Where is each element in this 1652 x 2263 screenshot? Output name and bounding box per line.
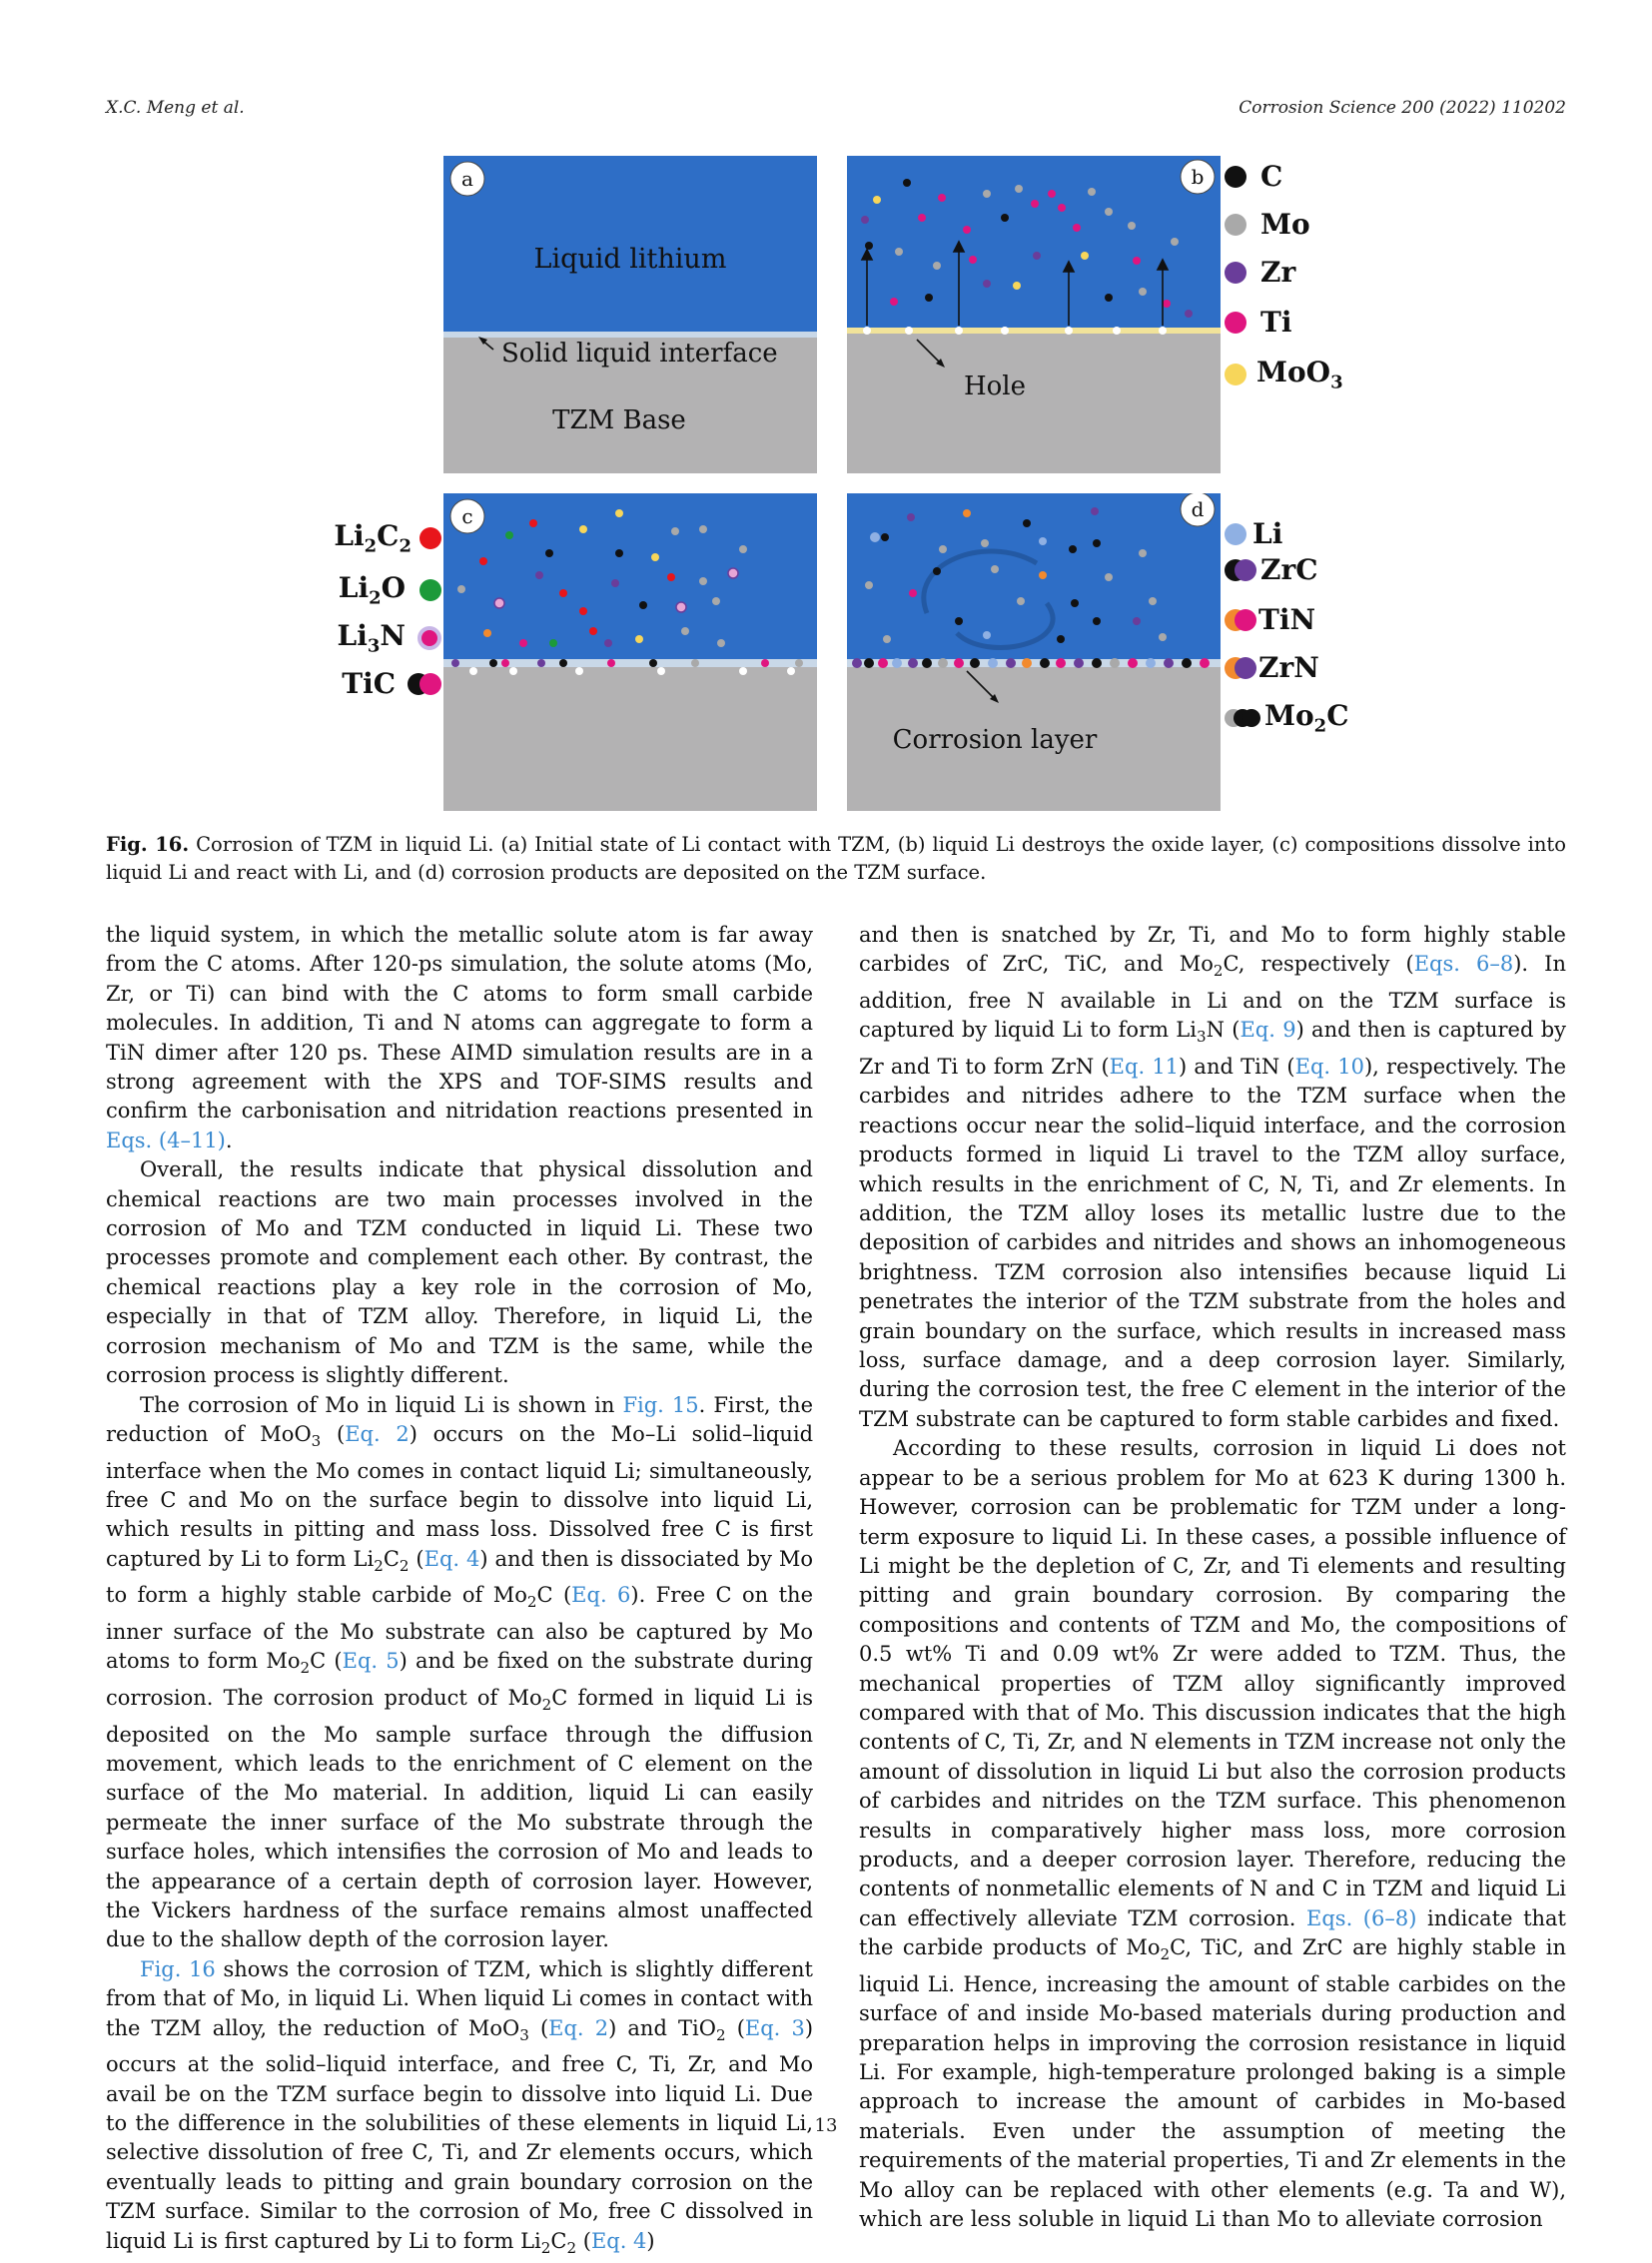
paragraph: According to these results, corrosion in liquid Li does not appear to be a serious problem for Mo at 623 K during 1300 h. However, corrosion can be problematic for TZM under a long-term exposure to liquid Li. In these cases, a possible influence of Li might be the depletion of C, Zr, and Ti elements and resulting pitting and grain boundary corrosion. By comparing the compositions and contents of TZM and Mo, the compositions of 0.5 wt% Ti and 0.09 wt% Zr were added to TZM. Thus, the mechanical properties of TZM alloy significantly improved compared with that of Mo. This discussion indicates that the high contents of C, Ti, Zr, and N elements in TZM increase not only the amount of dissolution in liquid Li but also the corrosion products of carbides and nitrides on the TZM surface. This phenomenon results in comparatively higher mass loss, more corrosion products, and a deeper corrosion layer. Therefore, reducing the contents of nonmetallic elements of N and C in TZM and liquid Li can effectively alleviate TZM corrosion. Eqs. (6–8) indicate that the carbide products of $Mo_2C$, TiC, and ZrC are highly stable in liquid Li. Hence, increasing the amount of stable carbides on the surface of and inside Mo-based materials during production and preparation helps in improving the corrosion resistance in liquid Li. For example, high-temperature prolonged baking is a simple approach to increase the amount of carbides in Mo-based materials. Even under the assumption of meeting the requirements of the material properties, Ti and Zr elements in the Mo alloy can be replaced with other elements (e.g. Ta and W), which are less soluble in liquid Li than Mo to alleviate corrosion bbox=[859, 1436, 1566, 2232]
zrc-particle-icon bbox=[1225, 559, 1256, 581]
paragraph: the liquid system, in which the metallic solute atom is far away from the C atoms. After 120-ps simulation, the solute atoms (Mo, Zr, or Ti) can bind with the C atoms to form small carbide molecules. In addition, Ti and N atoms can aggregate to form a TiN dimer after 120 ps. These AIMD simulation results are in a strong agreement with the XPS and TOF-SIMS results and confirm the carbonisation and nitridation reactions presented in Eqs. (4–11). bbox=[106, 923, 813, 1152]
legend-item-moo3: MoO$_3$ bbox=[1225, 356, 1343, 393]
panel-letter: d bbox=[1191, 497, 1205, 521]
figure-link[interactable]: Fig. 16 bbox=[140, 1956, 216, 1981]
legend-item-c: C bbox=[1225, 160, 1282, 193]
liquid-lithium-label: Liquid lithium bbox=[533, 244, 727, 275]
li3n-particle-icon bbox=[417, 626, 441, 650]
legend-compounds-left bbox=[330, 519, 441, 719]
legend-item-li2c2: $Li_2C_2$ bbox=[334, 519, 441, 557]
corrosion-layer-label: Corrosion layer bbox=[892, 725, 1098, 755]
legend-item-zr: Zr bbox=[1225, 256, 1295, 289]
panel-c-drawing bbox=[443, 493, 817, 811]
page-number: 13 bbox=[814, 2115, 838, 2136]
equation-link[interactable]: Eq. 2 bbox=[548, 2015, 609, 2040]
legend-item-zrn: ZrN bbox=[1225, 651, 1319, 684]
paragraph: Fig. 16 shows the corrosion of TZM, which is slightly different from that of Mo, in liquid Li. When liquid Li comes in contact with the TZM alloy, the reduction of MoO$_3$ (Eq. 2) and TiO$_2$ (Eq. 3) occurs at the solid–liquid interface, and free C, Ti, Zr, and Mo avail be on the TZM surface begin to dissolve into liquid Li. Due to the difference in the solubilities of these elements in liquid Li, selective dissolution of free C, Ti, and Zr elements occurs, which eventually leads to pitting and grain boundary corrosion on the TZM surface. Similar to the corrosion of Mo, free C dissolved in liquid Li is first captured by Li to form $Li_2C_2$ (Eq. 4) bbox=[106, 1956, 814, 2257]
legend-elements bbox=[1225, 160, 1374, 409]
running-header-journal: Corrosion Science 200 (2022) 110202 bbox=[1239, 98, 1566, 118]
legend-item-li: Li bbox=[1225, 517, 1282, 550]
caption-label: Fig. 16. bbox=[106, 833, 190, 856]
panel-letter: a bbox=[461, 167, 473, 191]
panel-b-drawing bbox=[847, 156, 1221, 473]
body-column-left bbox=[106, 921, 813, 2263]
equation-link[interactable]: Eq. 2 bbox=[345, 1421, 410, 1446]
equation-link[interactable]: Eq. 3 bbox=[744, 2015, 805, 2040]
li-atom-icon bbox=[1225, 523, 1246, 545]
legend-item-li2o: $Li_2O$ bbox=[339, 571, 441, 609]
ti-atom-icon bbox=[1225, 312, 1246, 334]
running-header-authors: X.C. Meng et al. bbox=[106, 98, 245, 118]
paragraph: Overall, the results indicate that physical dissolution and chemical reactions are two main processes involved in the corrosion of Mo and TZM conducted in liquid Li. These two processes promote and complement each other. By contrast, the chemical reactions play a key role in the corrosion of Mo, especially in that of TZM alloy. Therefore, in liquid Li, the corrosion mechanism of Mo and TZM is the same, while the corrosion process is slightly different. bbox=[106, 1157, 813, 1388]
legend-item-tic: TiC bbox=[342, 667, 441, 700]
li2c2-particle-icon bbox=[419, 527, 441, 549]
panel-d-drawing bbox=[847, 493, 1221, 811]
zrn-particle-icon bbox=[1225, 657, 1256, 679]
interface-line bbox=[443, 332, 817, 338]
figure-panel-b bbox=[847, 156, 1221, 473]
legend-item-mo2c: $Mo_2C$ bbox=[1225, 699, 1349, 737]
equation-link[interactable]: Eq. 11 bbox=[1109, 1055, 1180, 1079]
paragraph: The corrosion of Mo in liquid Li is shown in Fig. 15. First, the reduction of MoO$_3$ (Eq. 2) occurs on the Mo–Li solid–liquid interface when the Mo comes in contact liquid Li; simultaneously, free C and Mo on the surface begin to dissolve into liquid Li, which results in pitting and mass loss. Dissolved free C is first captured by Li to form $Li_2C_2$ (Eq. 4) and then is dissociated by Mo to form a highly stable carbide of $Mo_2C$ (Eq. 6). Free C on the inner surface of the Mo substrate can also be captured by Mo atoms to form $Mo_2C$ (Eq. 5) and be fixed on the substrate during corrosion. The corrosion product of $Mo_2C$ formed in liquid Li is deposited on the Mo sample surface through the diffusion movement, which leads to the enrichment of C element on the surface of the Mo material. In addition, liquid Li can easily permeate the inner surface of the Mo substrate through the surface holes, which intensifies the corrosion of Mo and leads to the appearance of a certain depth of corrosion layer. However, the Vickers hardness of the surface remains almost unaffected due to the shallow depth of the corrosion layer. bbox=[106, 1392, 814, 1952]
solid-liquid-interface-label: Solid liquid interface bbox=[501, 339, 778, 369]
panel-a-drawing bbox=[443, 156, 817, 473]
mo-atom-icon bbox=[1225, 214, 1246, 236]
figure-panel-c bbox=[443, 493, 817, 811]
tin-particle-icon bbox=[1225, 609, 1256, 631]
equation-link[interactable]: Eqs. (6–8) bbox=[1306, 1905, 1417, 1930]
figure-panel-d bbox=[847, 493, 1221, 811]
equation-link[interactable]: Eq. 9 bbox=[1239, 1018, 1296, 1043]
equation-link[interactable]: Eqs. (4–11) bbox=[106, 1128, 226, 1152]
figure-panel-a bbox=[443, 156, 817, 473]
tic-particle-icon bbox=[408, 673, 441, 695]
panel-letter: c bbox=[461, 504, 473, 528]
figure-caption bbox=[106, 831, 1566, 887]
zr-atom-icon bbox=[1225, 262, 1246, 284]
body-column-right bbox=[859, 921, 1566, 2234]
equation-link[interactable]: Eq. 4 bbox=[423, 1546, 480, 1571]
equation-link[interactable]: Eqs. 6–8 bbox=[1413, 952, 1514, 977]
legend-item-mo: Mo bbox=[1225, 208, 1310, 241]
legend-item-zrc: ZrC bbox=[1225, 553, 1317, 586]
moo3-particle-icon bbox=[1225, 364, 1246, 385]
mo2c-particle-icon bbox=[1225, 707, 1260, 729]
equation-link[interactable]: Eq. 10 bbox=[1294, 1055, 1364, 1079]
legend-item-tin: TiN bbox=[1225, 603, 1315, 636]
legend-compounds-right bbox=[1221, 517, 1380, 737]
figure-link[interactable]: Fig. 15 bbox=[622, 1392, 699, 1417]
equation-link[interactable]: Eq. 4 bbox=[590, 2228, 647, 2253]
paragraph: and then is snatched by Zr, Ti, and Mo to form highly stable carbides of ZrC, TiC, and $Mo_2C$, respectively (Eqs. 6–8). In addition, free N available in Li and on the TZM surface is captured by liquid Li to form $Li_3N$ (Eq. 9) and then is captured by Zr and Ti to form ZrN (Eq. 11) and TiN (Eq. 10), respectively. The carbides and nitrides adhere to the TZM surface when the reactions occur near the solid–liquid interface, and the corrosion products formed in liquid Li travel to the TZM alloy surface, which results in the enrichment of C, N, Ti, and Zr elements. In addition, the TZM alloy loses its metallic lustre due to the deposition of carbides and nitrides and shows an inhomogeneous brightness. TZM corrosion also intensifies because liquid Li penetrates the interior of the TZM substrate from the holes and grain boundary on the surface, which results in increased mass loss, surface damage, and a deep corrosion layer. Similarly, during the corrosion test, the free C element in the interior of the TZM substrate can be captured to form stable carbides and fixed. bbox=[859, 923, 1566, 1431]
caption-text: Corrosion of TZM in liquid Li. (a) Initial state of Li contact with TZM, (b) liquid Li destroys the oxide layer, (c) compositions dissolve into liquid Li and react with Li, and (d) corrosion products are deposited on the TZM surface. bbox=[106, 833, 1566, 884]
legend-item-li3n: $Li_3N$ bbox=[338, 619, 441, 657]
panel-letter: b bbox=[1191, 165, 1205, 189]
tzm-base-label: TZM Base bbox=[552, 405, 686, 435]
equation-link[interactable]: Eq. 5 bbox=[342, 1649, 400, 1674]
c-atom-icon bbox=[1225, 166, 1246, 188]
legend-item-ti: Ti bbox=[1225, 306, 1291, 339]
li2o-particle-icon bbox=[419, 579, 441, 601]
hole-label: Hole bbox=[963, 372, 1027, 401]
equation-link[interactable]: Eq. 6 bbox=[571, 1583, 631, 1608]
